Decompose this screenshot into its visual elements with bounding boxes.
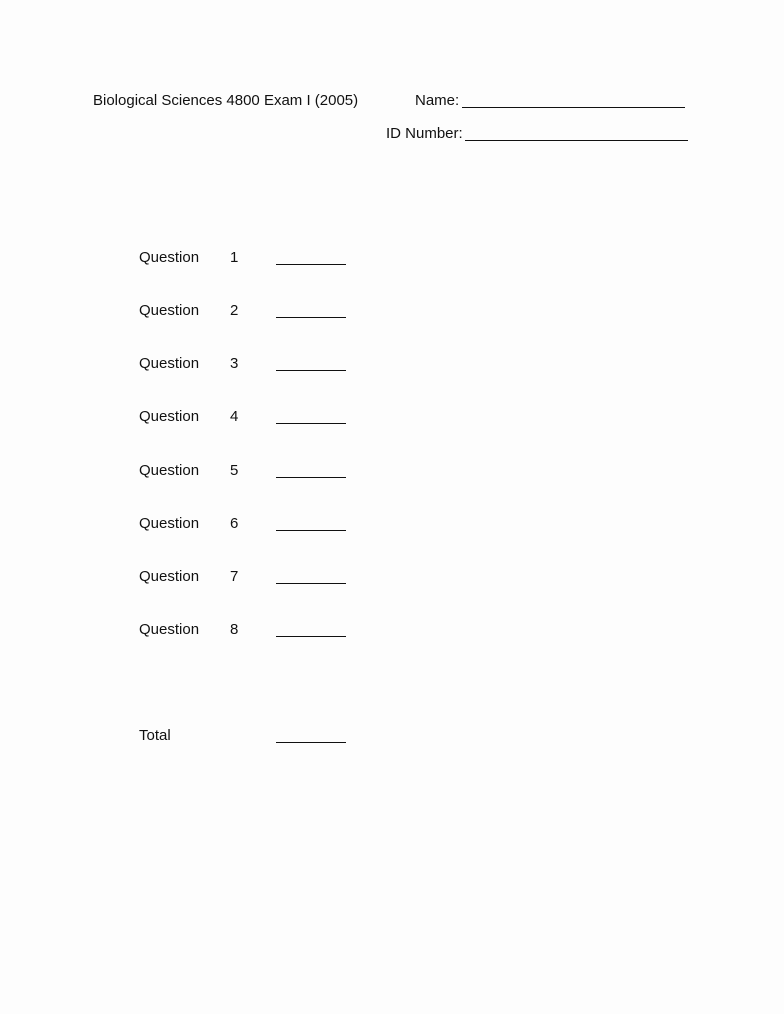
id-number-label: ID Number: bbox=[386, 125, 463, 142]
score-blank-line[interactable] bbox=[276, 477, 346, 478]
total-blank-line[interactable] bbox=[276, 742, 346, 743]
score-blank-line[interactable] bbox=[276, 636, 346, 637]
score-blank-line[interactable] bbox=[276, 530, 346, 531]
score-blank-line[interactable] bbox=[276, 583, 346, 584]
question-row-6 bbox=[0, 515, 784, 535]
id-number-blank-line[interactable] bbox=[465, 140, 688, 141]
score-blank-line[interactable] bbox=[276, 264, 346, 265]
question-row-2 bbox=[0, 302, 784, 322]
question-number: 2 bbox=[230, 302, 239, 319]
total-row bbox=[0, 727, 784, 747]
question-label: Question bbox=[139, 568, 200, 585]
question-number: 5 bbox=[230, 462, 239, 479]
question-row-3 bbox=[0, 355, 784, 375]
total-label: Total bbox=[139, 727, 171, 744]
question-label: Question bbox=[139, 515, 200, 532]
question-label: Question bbox=[139, 621, 200, 638]
name-blank-line[interactable] bbox=[462, 107, 685, 108]
question-label: Question bbox=[139, 355, 200, 372]
question-label: Question bbox=[139, 408, 200, 425]
question-row-4 bbox=[0, 408, 784, 428]
question-label: Question bbox=[139, 462, 200, 479]
question-number: 7 bbox=[230, 568, 239, 585]
score-blank-line[interactable] bbox=[276, 423, 346, 424]
score-blank-line[interactable] bbox=[276, 317, 346, 318]
question-label: Question bbox=[139, 249, 200, 266]
question-row-1 bbox=[0, 249, 784, 269]
question-row-5 bbox=[0, 462, 784, 482]
question-row-7 bbox=[0, 568, 784, 588]
course-title: Biological Sciences 4800 Exam I (2005) bbox=[93, 92, 359, 109]
question-number: 1 bbox=[230, 249, 239, 266]
score-blank-line[interactable] bbox=[276, 370, 346, 371]
question-row-8 bbox=[0, 621, 784, 641]
name-label: Name: bbox=[415, 92, 460, 109]
question-number: 6 bbox=[230, 515, 239, 532]
question-label: Question bbox=[139, 302, 200, 319]
question-number: 4 bbox=[230, 408, 239, 425]
question-number: 3 bbox=[230, 355, 239, 372]
question-number: 8 bbox=[230, 621, 239, 638]
